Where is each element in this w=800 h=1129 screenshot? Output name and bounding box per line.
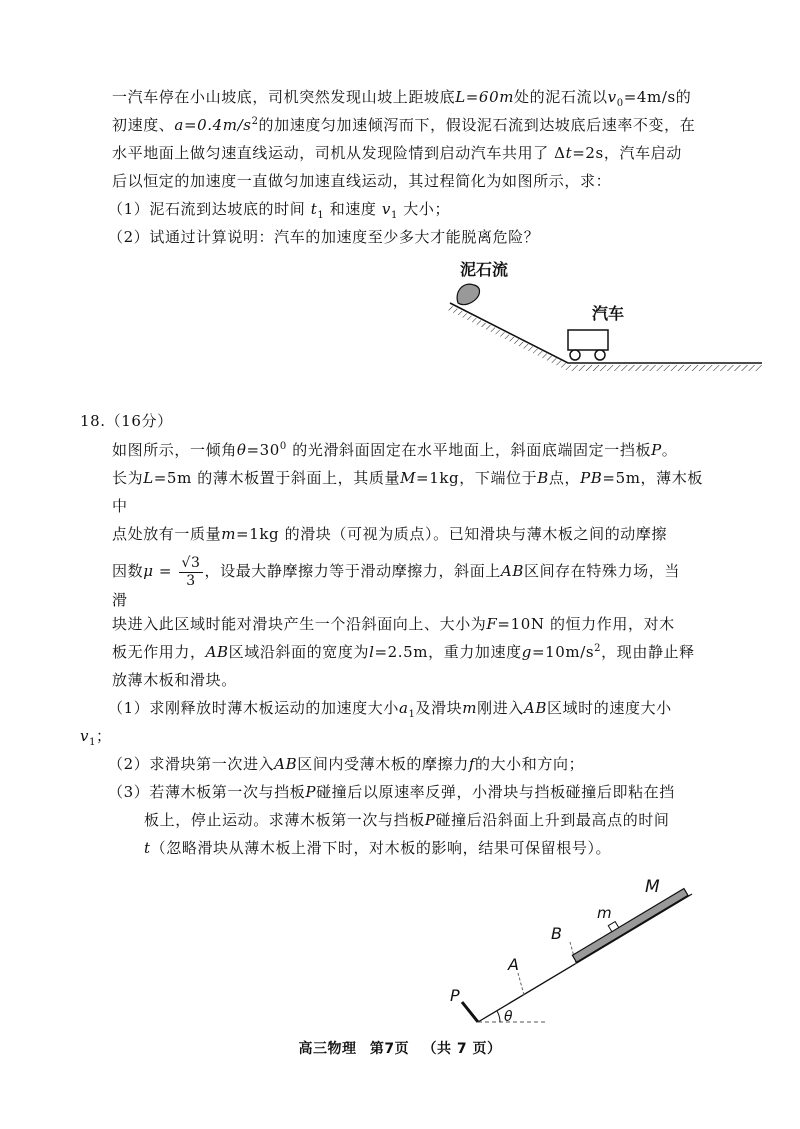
q18-figure: [440, 870, 710, 1035]
q18-line-9: 放薄木板和滑块。: [112, 671, 237, 689]
q17-figure: [440, 255, 770, 375]
angle-arc: [497, 1011, 500, 1022]
q18-subq-2: （2）求滑块第一次进入AB区间内受薄木板的摩擦力f的大小和方向；: [108, 755, 585, 773]
label-M: M: [645, 877, 660, 897]
mudslide-label: 泥石流: [460, 260, 509, 279]
q18-line-8: 板无作用力，AB区域沿斜面的宽度为l=2.5m，重力加速度$g=10m/s^2$，现由静止释: [112, 643, 695, 661]
point-A-marker: [518, 973, 524, 995]
q17-line-4: 后以恒定的加速度一直做匀加速直线运动，其过程简化为如图所示，求：: [112, 172, 612, 190]
q17-line-2: 初速度、$a=0.4m/s^2$的加速度匀加速倾泻而下，假设泥石流到达坡底后速率不变，在: [112, 116, 696, 134]
q18-subq-3: （3）若薄木板第一次与挡板P碰撞后以原速率反弹，小滑块与挡板碰撞后即粘在挡: [108, 783, 675, 801]
q18-subq-1-cont: $v_1$；: [80, 727, 112, 748]
q18-line-4: 点处放有一质量m=1kg 的滑块（可视为质点）。已知滑块与薄木板之间的动摩擦: [112, 525, 668, 543]
q18-subq-1: （1）求刚释放时薄木板运动的加速度大小$a_1$及滑块m刚进入AB区域时的速度大小: [108, 699, 672, 720]
q18-line-1: 如图所示，一倾角$\theta=30^0$ 的光滑斜面固定在水平地面上，斜面底端固定一挡板P。: [112, 441, 678, 459]
label-m: m: [597, 904, 612, 922]
q18-header: 18.（16分）: [80, 412, 173, 430]
label-B: B: [551, 924, 562, 943]
q17-subq-2: （2）试通过计算说明：汽车的加速度至少多大才能脱离危险？: [108, 228, 540, 246]
footer-subject: 高三物理: [298, 1041, 357, 1057]
q18-line-6: 滑: [112, 591, 128, 609]
page-footer: [0, 1038, 800, 1058]
car-wheel-rear: [570, 350, 580, 360]
q18-subq-3-cont-1: 板上，停止运动。求薄木板第一次与挡板P碰撞后沿斜面上升到最高点的时间: [144, 811, 670, 829]
label-theta: θ: [504, 1009, 513, 1025]
q17-subq-1: （1）泥石流到达坡底的时间 $t_1$ 和速度 $v_1$ 大小；: [108, 200, 451, 221]
car-body: [568, 330, 608, 350]
label-A: A: [508, 955, 519, 974]
barrier-p: [462, 1002, 478, 1022]
board-M: [569, 883, 688, 963]
q17-line-1: 一汽车停在小山坡底，司机突然发现山坡上距坡底L=60m处的泥石流以$v_0=4m/s$的: [112, 88, 692, 109]
label-P: P: [450, 986, 460, 1005]
q18-line-5: 因数μ = $\frac{√3}{3}$ ，设最大静摩擦力等于滑动摩擦力，斜面上AB区间存在特殊力场，当: [112, 554, 680, 589]
footer-page: 第7页: [369, 1041, 410, 1057]
car-wheel-front: [595, 350, 605, 360]
q18-subq-3-cont-2: t（忽略滑块从薄木板上滑下时，对木板的影响，结果可保留根号）。: [144, 839, 612, 857]
q18-line-3: 中: [112, 497, 128, 515]
mu-fraction: $\frac{√3}{3}$: [181, 554, 201, 589]
q17-line-3: 水平地面上做匀速直线运动，司机从发现险情到启动汽车共用了 Δt=2s，汽车启动: [112, 144, 682, 162]
car-label: 汽车: [592, 304, 625, 323]
q18-line-2: 长为L=5m 的薄木板置于斜面上，其质量M=1kg，下端位于B点，PB=5m，薄木板: [112, 469, 703, 487]
q18-line-7: 块进入此区域时能对滑块产生一个沿斜面向上、大小为F=10N 的恒力作用，对木: [112, 615, 675, 633]
mudslide-blob: [457, 284, 479, 305]
footer-total: （共 7 页）: [422, 1041, 502, 1057]
